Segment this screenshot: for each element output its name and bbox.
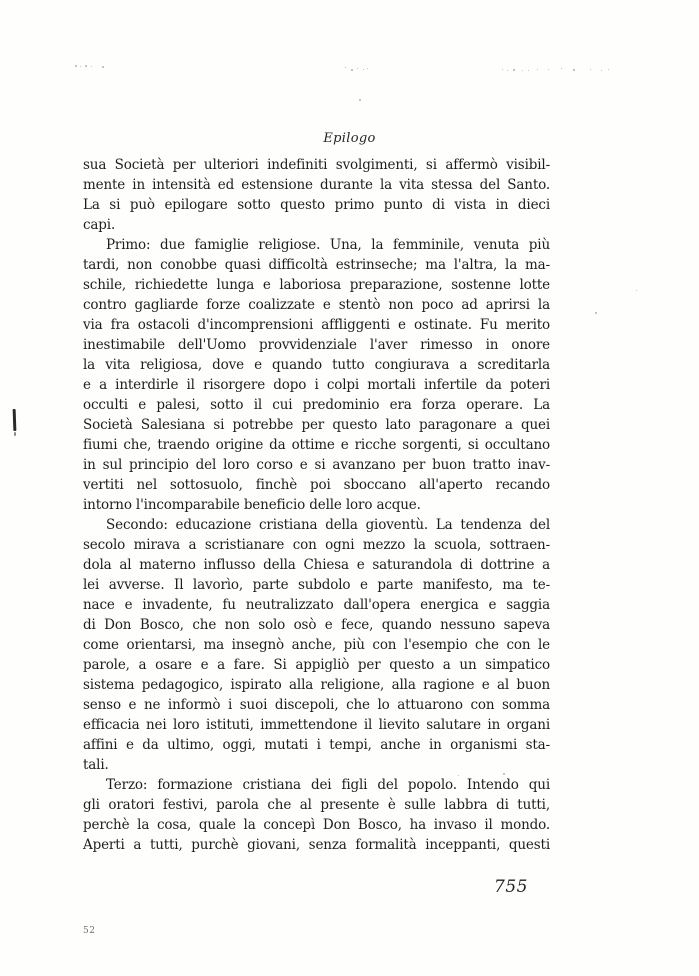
scan-speck: [458, 775, 459, 776]
scan-speck: [561, 68, 562, 69]
text-line: mente in intensità ed estensione durante la vita stessa del Santo.: [83, 177, 550, 193]
scan-speck: [85, 65, 87, 67]
scan-speck: [367, 68, 368, 69]
text-line: schile, richiedette lunga e laboriosa preparazione, sostenne lotte: [83, 277, 550, 293]
scan-speck: [528, 70, 529, 71]
scan-speck: [548, 69, 549, 70]
text-line: parole, a osare e a fare. Si appigliò per questo a un simpatico: [83, 657, 550, 673]
scan-speck: [102, 66, 104, 68]
scan-speck: [502, 69, 503, 70]
scan-speck: [537, 69, 538, 70]
signature-mark: 52: [83, 926, 96, 936]
scan-speck: [573, 69, 575, 71]
margin-ink-mark-tail: [14, 432, 16, 436]
running-header: Epilogo: [323, 131, 376, 146]
text-line: vertiti nel sottosuolo, finchè poi sboccano all'aperto recando: [83, 477, 550, 493]
scan-speck: [363, 69, 364, 70]
text-line: Terzo: formazione cristiana dei figli del popolo. Intendo qui: [106, 777, 550, 793]
text-line: gli oratori festivi, parola che al presente è sulle labbra di tutti,: [83, 797, 550, 813]
text-line: via fra ostacoli d'incomprensioni affliggenti e ostinate. Fu merito: [83, 317, 550, 333]
text-line: Società Salesiana si potrebbe per questo lato paragonare a quei: [83, 417, 550, 433]
scan-speck: [608, 69, 609, 70]
scan-speck: [345, 67, 346, 68]
scan-speck: [513, 69, 515, 71]
body-text: [83, 155, 550, 855]
scan-speck: [359, 99, 361, 101]
text-line: secolo mirava a scristianare con ogni mezzo la scuola, sottraen-: [83, 537, 550, 553]
text-line: e a interdirle il risorgere dopo i colpi mortali infertile da poteri: [83, 377, 550, 393]
text-line: fiumi che, traendo origine da ottime e ricche sorgenti, si occultano: [83, 437, 550, 453]
scan-speck: [503, 773, 505, 775]
text-line: senso e ne informò i suoi discepoli, che lo attuarono con somma: [83, 697, 550, 713]
text-line: Secondo: educazione cristiana della gioventù. La tendenza del: [106, 517, 550, 533]
text-line: perchè la cosa, quale la concepì Don Bosco, ha invaso il mondo.: [83, 817, 550, 833]
text-line: come orientarsi, ma insegnò anche, più con l'esempio che con le: [83, 637, 550, 653]
text-line: di Don Bosco, che non solo osò e fece, quando nessuno sapeva: [83, 617, 550, 633]
scan-speck: [636, 290, 637, 291]
text-line: efficacia nei loro istituti, immettendone il lievito salutare in organi: [83, 717, 550, 733]
scan-speck: [601, 70, 602, 71]
scan-speck: [507, 70, 508, 71]
text-line: nace e invadente, fu neutralizzato dall'opera energica e saggia: [83, 597, 550, 613]
text-line: affini e da ultimo, oggi, mutati i tempi, anche in organismi sta-: [83, 737, 550, 753]
text-line: in sul principio del loro corso e si avanzano per buon tratto inav-: [83, 457, 550, 473]
text-line: la vita religiosa, dove e quando tutto congiurava a screditarla: [83, 357, 550, 373]
text-line: dola al materno influsso della Chiesa e saturandola di dottrine a: [83, 557, 550, 573]
text-line: intorno l'incomparabile beneficio delle loro acque.: [83, 497, 421, 513]
scan-speck: [351, 69, 353, 71]
scan-speck: [590, 69, 591, 70]
text-line: Primo: due famiglie religiose. Una, la femminile, venuta più: [106, 237, 550, 253]
text-line: Aperti a tutti, purchè giovani, senza formalità inceppanti, questi: [83, 837, 550, 853]
text-line: capi.: [83, 217, 116, 233]
scan-speck: [80, 66, 81, 67]
text-line: La si può epilogare sotto questo primo punto di vista in dieci: [83, 197, 550, 213]
margin-ink-mark: [13, 409, 17, 431]
scan-speck: [522, 70, 523, 71]
scan-speck: [357, 68, 358, 69]
text-line: tardi, non conobbe quasi difficoltà estrinseche; ma l'altra, la ma-: [83, 257, 550, 273]
page-number: 755: [494, 877, 528, 897]
scan-speck: [595, 312, 597, 314]
text-line: occulti e palesi, sotto il cui predominio era forza operare. La: [83, 397, 550, 413]
scan-speck: [91, 66, 92, 67]
text-line: sistema pedagogico, ispirato alla religione, alla ragione e al buon: [83, 677, 550, 693]
text-line: contro gagliarde forze coalizzate e stentò non poco ad aprirsi la: [83, 297, 550, 313]
scan-speck: [75, 65, 77, 67]
text-line: sua Società per ulteriori indefiniti svolgimenti, si affermò visibil-: [83, 157, 550, 173]
text-line: inestimabile dell'Uomo provvidenziale l'aver rimesso in onore: [83, 337, 550, 353]
text-line: lei avverse. Il lavorìo, parte subdolo e parte manifesto, ma te-: [83, 577, 550, 593]
text-line: tali.: [83, 757, 109, 773]
